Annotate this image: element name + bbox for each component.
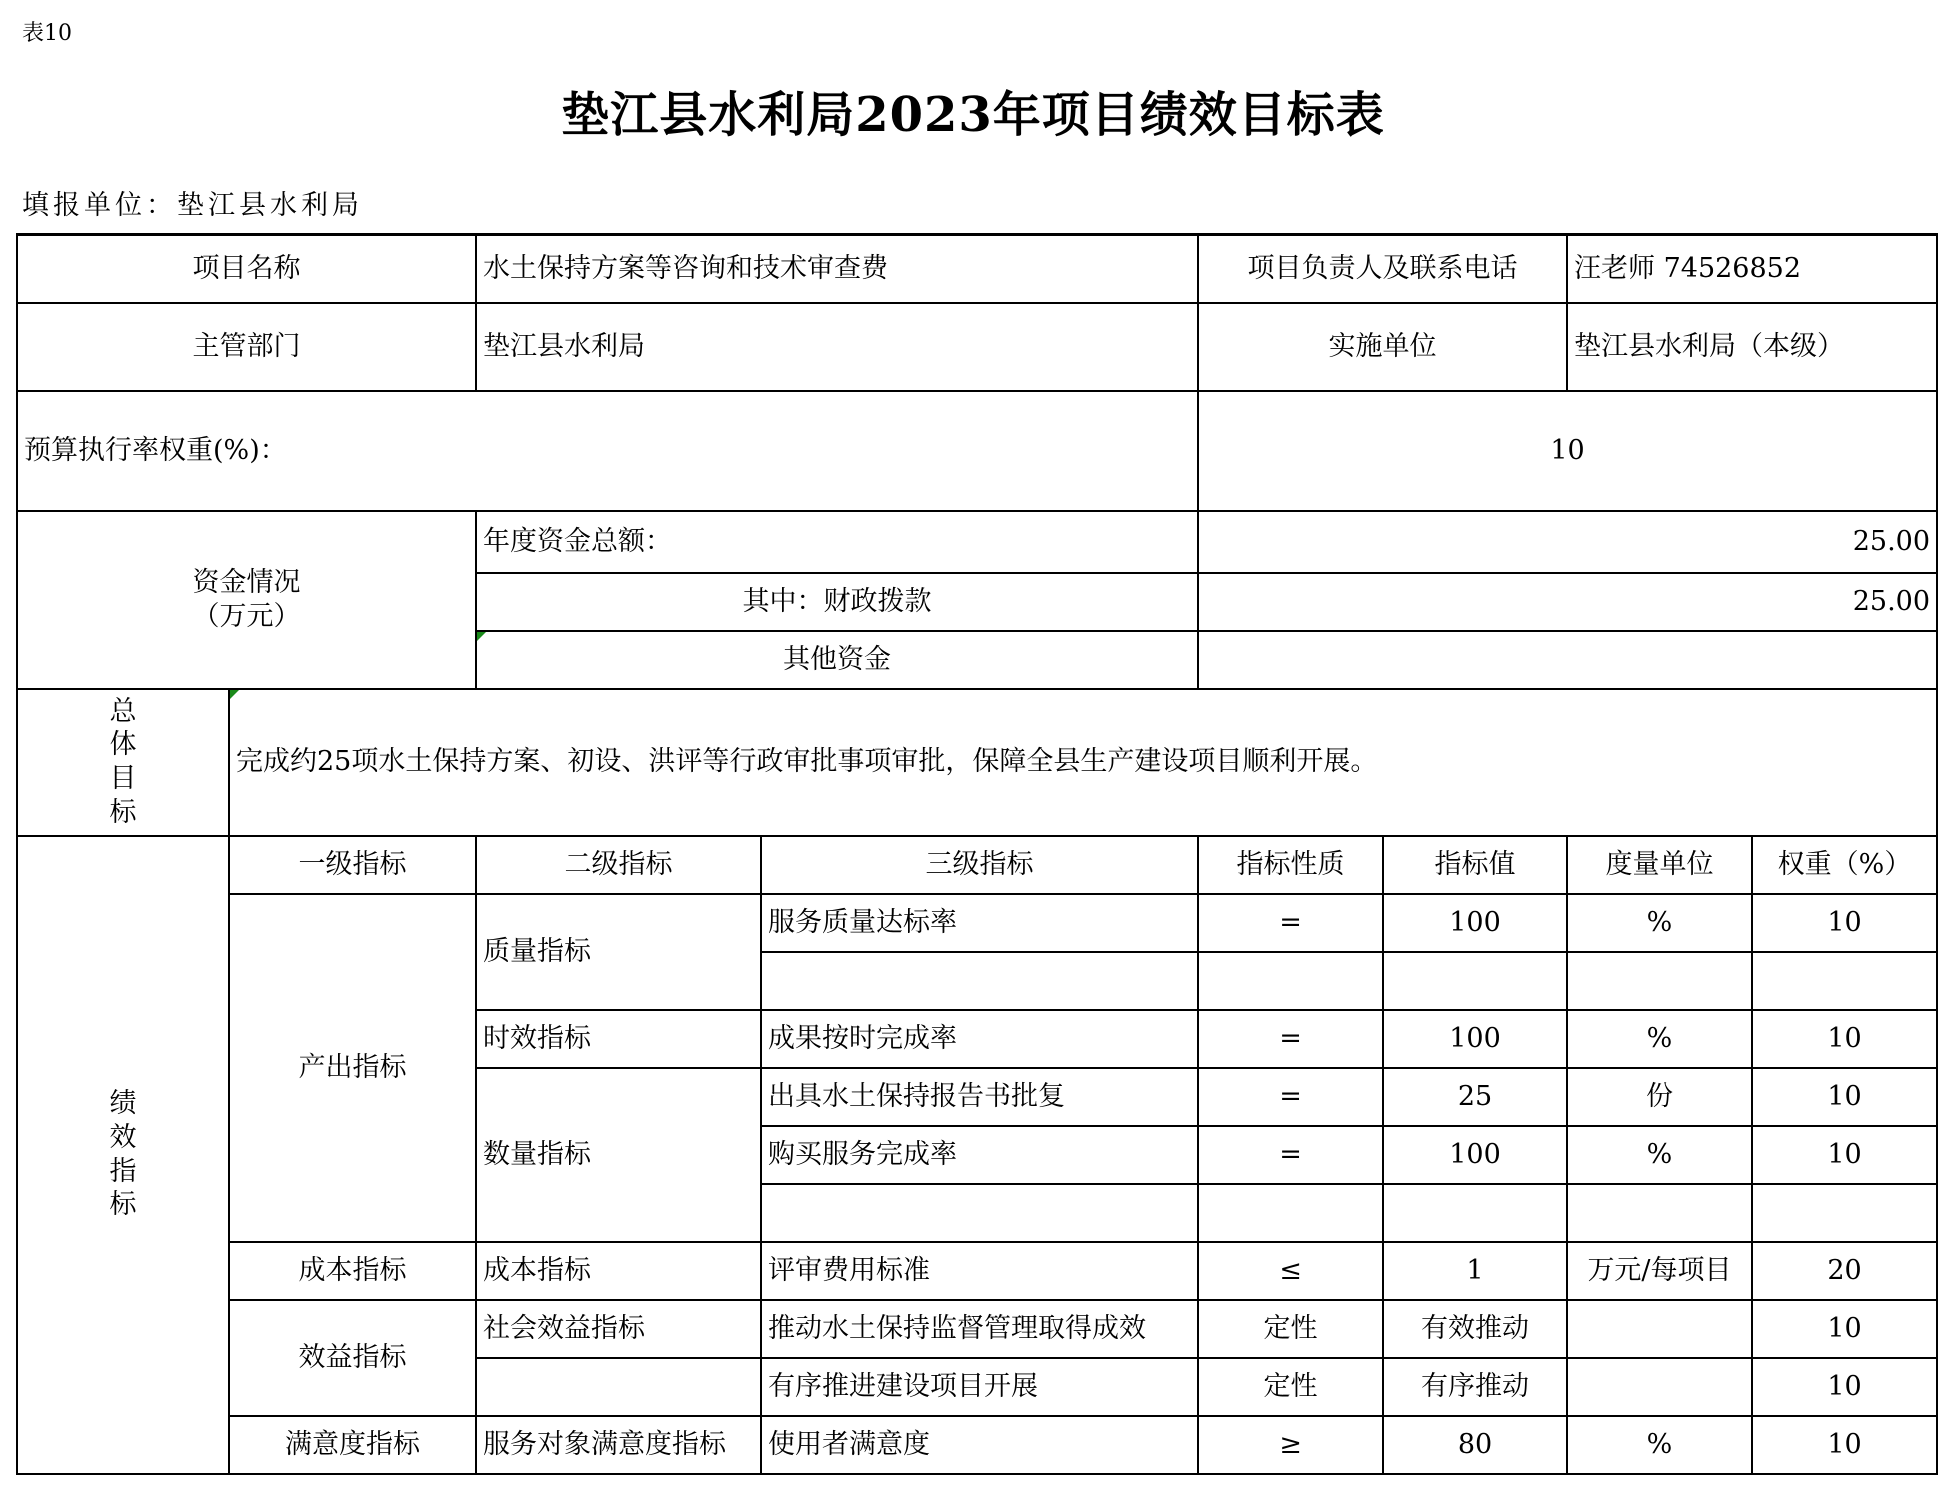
indicator-nature: 定性 [1198,1300,1383,1358]
implementing-unit-label: 实施单位 [1198,303,1567,391]
subgroup-timeliness: 时效指标 [476,1010,761,1068]
budget-weight-label: 预算执行率权重(%)： [17,391,1198,511]
header-level3: 三级指标 [761,836,1198,894]
goal-label-char: 总 [109,695,137,727]
indicator-weight: 10 [1752,1126,1937,1184]
indicator-nature [1198,1184,1383,1242]
department-value: 垫江县水利局 [476,303,1198,391]
header-value: 指标值 [1383,836,1567,894]
indicator-nature [1198,952,1383,1010]
indicator-weight: 10 [1752,1416,1937,1474]
indicator-weight: 10 [1752,894,1937,952]
indicator-nature: ≥ [1198,1416,1383,1474]
indicator-value: 100 [1383,1126,1567,1184]
indicator-name: 服务质量达标率 [761,894,1198,952]
funds-label-line1: 资金情况 [192,566,301,598]
indicator-nature: 定性 [1198,1358,1383,1416]
page-title: 垫江县水利局2023年项目绩效目标表 [561,87,1385,143]
indicator-value: 80 [1383,1416,1567,1474]
indicator-weight: 20 [1752,1242,1937,1300]
project-name-value: 水土保持方案等咨询和技术审查费 [476,235,1198,303]
other-funds-label: 其他资金 [476,631,1198,689]
header-weight: 权重（%） [1752,836,1937,894]
indicator-weight [1752,952,1937,1010]
performance-target-table [16,233,1938,1475]
indicator-unit: % [1567,1416,1752,1474]
funds-label-line2: （万元） [192,600,301,632]
indicator-nature: = [1198,894,1383,952]
indicator-weight: 10 [1752,1300,1937,1358]
header-level1: 一级指标 [229,836,476,894]
indicator-unit: % [1567,894,1752,952]
performance-indicators-label [17,836,229,1474]
header-unit: 度量单位 [1567,836,1752,894]
goal-label-char: 目 [109,763,137,794]
department-label: 主管部门 [17,303,476,391]
indicator-unit [1567,1358,1752,1416]
indicator-weight: 10 [1752,1358,1937,1416]
project-contact-value: 汪老师 74526852 [1567,235,1937,303]
indicator-unit [1567,1184,1752,1242]
indicator-value: 100 [1383,1010,1567,1068]
implementing-unit-value: 垫江县水利局（本级） [1567,303,1937,391]
indicator-weight [1752,1184,1937,1242]
indicator-weight: 10 [1752,1068,1937,1126]
indicator-name: 使用者满意度 [761,1416,1198,1474]
overall-goal-label [17,689,229,836]
indicator-unit: 万元/每项目 [1567,1242,1752,1300]
header-level2: 二级指标 [476,836,761,894]
indicator-value: 100 [1383,894,1567,952]
goal-label-char: 标 [109,796,137,828]
group-satisfaction: 满意度指标 [229,1416,476,1474]
indicator-nature: = [1198,1010,1383,1068]
subgroup-cost: 成本指标 [476,1242,761,1300]
indicator-name: 成果按时完成率 [761,1010,1198,1068]
indicator-value: 有序推动 [1383,1358,1567,1416]
indicators-label-char: 效 [109,1121,137,1153]
indicator-value: 有效推动 [1383,1300,1567,1358]
indicators-label-char: 指 [109,1155,137,1187]
subgroup-social: 社会效益指标 [476,1300,761,1358]
indicator-nature: ≤ [1198,1242,1383,1300]
reporting-unit: 填报单位：垫江县水利局 [22,190,363,221]
indicator-unit: % [1567,1126,1752,1184]
budget-weight-value: 10 [1198,391,1937,511]
indicator-value: 25 [1383,1068,1567,1126]
other-funds-value [1198,631,1937,689]
annual-total-value: 25.00 [1198,511,1937,573]
table-number-label: 表10 [22,21,72,46]
group-output: 产出指标 [229,894,476,1242]
group-cost: 成本指标 [229,1242,476,1300]
indicator-name: 推动水土保持监督管理取得成效 [761,1300,1198,1358]
indicator-value [1383,952,1567,1010]
indicator-value [1383,1184,1567,1242]
indicator-weight: 10 [1752,1010,1937,1068]
indicators-label-char: 标 [109,1189,137,1221]
indicator-name [761,1184,1198,1242]
indicator-name: 购买服务完成率 [761,1126,1198,1184]
indicator-unit: % [1567,1010,1752,1068]
indicator-unit: 份 [1567,1068,1752,1126]
goal-label-char: 体 [109,729,137,761]
indicator-name [761,952,1198,1010]
fiscal-allocation-value: 25.00 [1198,573,1937,631]
indicator-value: 1 [1383,1242,1567,1300]
annual-total-label: 年度资金总额： [476,511,1198,573]
project-name-label: 项目名称 [17,235,476,303]
subgroup-quantity: 数量指标 [476,1068,761,1242]
subgroup-service: 服务对象满意度指标 [476,1416,761,1474]
subgroup-quality: 质量指标 [476,894,761,1010]
indicators-label-char: 绩 [109,1088,137,1119]
funds-label [17,511,476,689]
project-contact-label: 项目负责人及联系电话 [1198,235,1567,303]
header-nature: 指标性质 [1198,836,1383,894]
group-benefit: 效益指标 [229,1300,476,1416]
indicator-unit [1567,1300,1752,1358]
indicator-name: 有序推进建设项目开展 [761,1358,1198,1416]
indicator-nature: = [1198,1126,1383,1184]
indicator-unit [1567,952,1752,1010]
indicator-name: 出具水土保持报告书批复 [761,1068,1198,1126]
subgroup-empty [476,1358,761,1416]
indicator-name: 评审费用标准 [761,1242,1198,1300]
indicator-nature: = [1198,1068,1383,1126]
fiscal-allocation-label: 其中：财政拨款 [476,573,1198,631]
overall-goal-text: 完成约25项水土保持方案、初设、洪评等行政审批事项审批，保障全县生产建设项目顺利开展。 [229,689,1937,836]
